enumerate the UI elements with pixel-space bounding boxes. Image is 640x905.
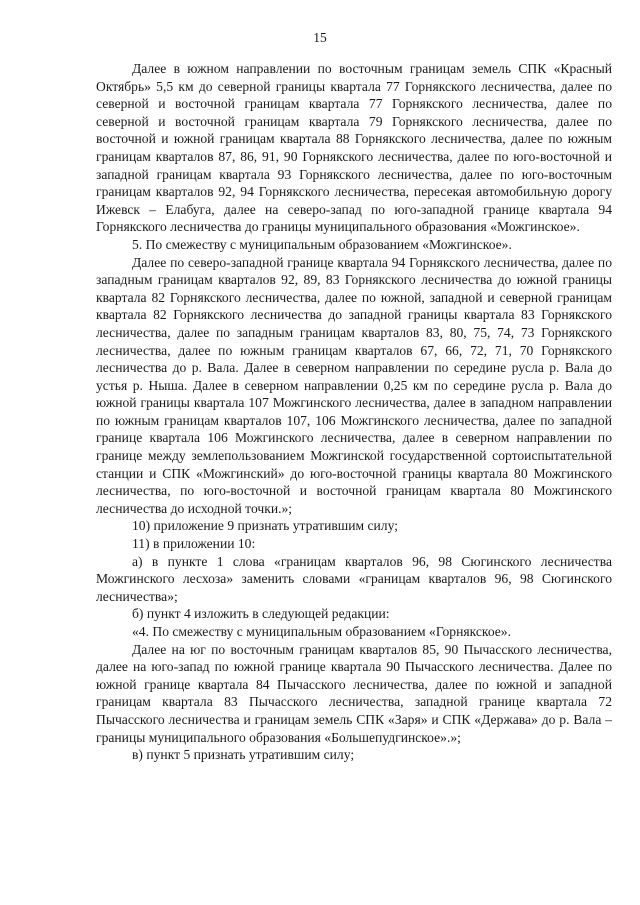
paragraph-item-11: 11) в приложении 10: xyxy=(132,536,256,552)
paragraph-subitem-b: б) пункт 4 изложить в следующей редакции: xyxy=(132,606,390,622)
paragraph-heading-mozhginskoe: 5. По смежеству с муниципальным образованием «Можгинское». xyxy=(132,236,512,252)
paragraph-boundary-mozhginskoe: Далее по северо-западной границе квартала 94 Горнякского лесничества, далее по западным границам кварталов 92, 89, 83 Горнякского лесничества до южной границы квартала 82 Горнякского лесничества, далее по южной, западной и северной границам квартала 82 Горнякского лесничества до западной границы квартала 83 Горнякского лесничества, далее по западным границам кварталов 83, 80, 75, 74, 73 Горнякского лесничества, далее по южным границам кварталов 67, 66, 72, 71, 70 Горнякского лесничества до р. Вала. Далее в северном направлении по середине русла р. Вала до устья р. Ныша. Далее в северном направлении 0,25 км по середине русла р. Вала до южной границы квартала 107 Можгинского лесничества, далее в западном направлении по южным границам кварталов 107, 106 Можгинского лесничества, далее по западной границе квартала 106 Можгинского лесничества, далее в северном направлении по границе между землепользованием Можгинской государственной сортоиспытательной станции и СПК «Можгинский» до юго-восточной границы квартала 80 Можгинского лесничества, по юго-восточной и восточной границам квартала 80 Можгинского лесничества до исходной точки.»; xyxy=(96,254,612,516)
paragraph-subitem-a: а) в пункте 1 слова «границам кварталов 96, 98 Сюгинского лесничества Можгинского лесхоза» заменить словами «границам кварталов 96, 98 Сюгинского лесничества»; xyxy=(96,553,612,604)
page-number: 15 xyxy=(313,30,327,45)
paragraph-subitem-v: в) пункт 5 признать утратившим силу; xyxy=(132,747,355,763)
paragraph-boundary-south: Далее в южном направлении по восточным границам земель СПК «Красный Октябрь» 5,5 км до северной границы квартала 77 Горнякского лесничества, далее по северной и восточной границам квартала 77 Горнякского лесничества, далее по северной и восточной границам квартала 79 Горнякского лесничества, далее по восточной и южной границам квартала 88 Горнякского лесничества, далее по южным границам кварталов 87, 86, 91, 90 Горнякского лесничества, далее по юго-восточной и западной границам квартала 93 Горнякского лесничества, далее по юго-восточным границам кварталов 92, 94 Горнякского лесничества, пересекая автомобильную дорогу Ижевск – Елабуга, далее на северо-запад по юго-западной границе квартала 94 Горнякского лесничества до границы муниципального образования «Можгинское». xyxy=(96,61,612,235)
paragraph-boundary-gornyakskoe: Далее на юг по восточным границам кварталов 85, 90 Пычасского лесничества, далее на юго-запад по южной границе квартала 90 Пычасского лесничества. Далее по южной границе квартала 84 Пычасского лесничества, далее по южной и западной границам квартала 83 Пычасского лесничества, западной границе квартала 72 Пычасского лесничества и границам земель СПК «Заря» и СПК «Держава» до р. Вала – границы муниципального образования «Большепудгинское».»; xyxy=(96,641,612,745)
paragraph-item-10: 10) приложение 9 признать утратившим силу; xyxy=(132,518,398,534)
document-body xyxy=(96,60,612,764)
paragraph-heading-gornyakskoe: «4. По смежеству с муниципальным образованием «Горнякское». xyxy=(132,624,512,639)
